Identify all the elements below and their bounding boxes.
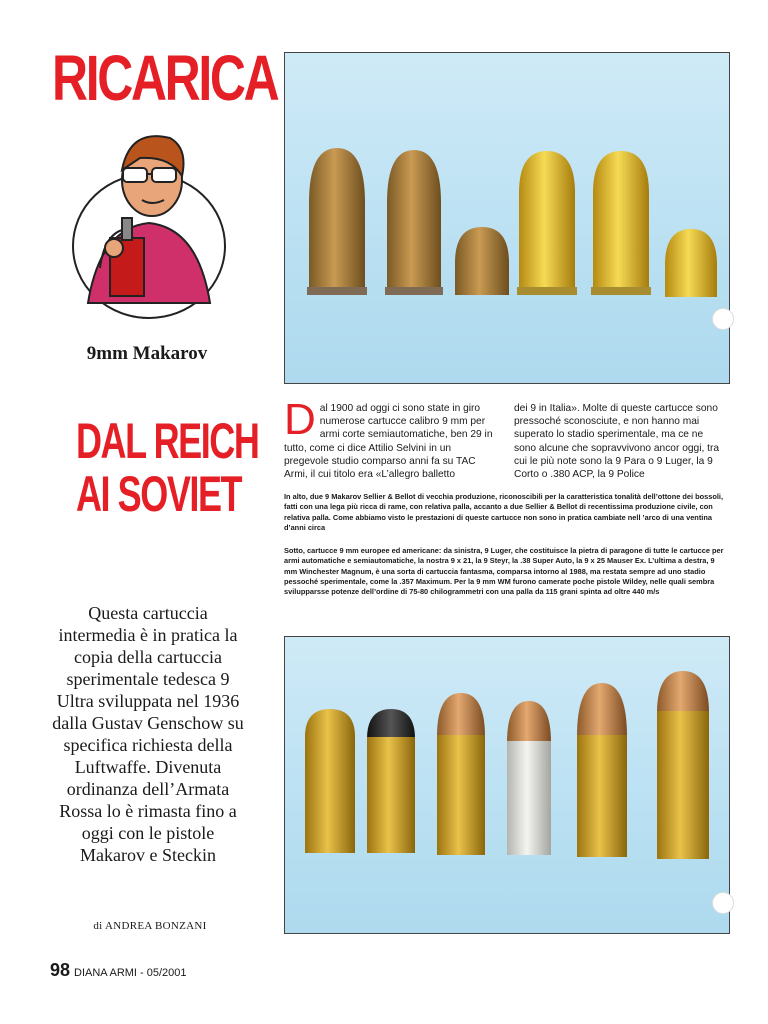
section-title: RICARICA xyxy=(52,42,278,114)
binder-hole xyxy=(712,892,734,914)
cartridge-9-luger xyxy=(305,709,355,853)
caption-bottom-photo: Sotto, cartucce 9 mm europee ed americane: da sinistra, 9 Luger, che costituisce la pietra di paragone di tutte le cartucce per armi automatiche e semiautomatiche, la nostra 9 x 21, la 9 Steyr, la .38 Super Auto, la 9 x 25 Mauser Ex. L’ultima a destra, 9 mm Winchester Magnum, è una sorta di cartuccia fantasma, comparsa intorno al 1988, ma restata sempre ad uno stadio pessoché sperimentale, come la .357 Maximum. Per la 9 mm WM furono camerate poche pistole Wildey, nelle quali sembra svilupparsse potenze dell’ordine di 75-80 chilogrammetri con una palla da 115 grani spinta ad oltre 440 m/s xyxy=(284,546,724,597)
reloader-mascot-illustration xyxy=(70,118,228,323)
photo-9mm-comparison xyxy=(284,636,730,934)
cartridge-old-1 xyxy=(307,148,367,295)
dropcap: D xyxy=(284,395,316,444)
binder-hole xyxy=(712,308,734,330)
bullet-new xyxy=(665,229,717,297)
headline-line-2: AI SOVIET xyxy=(76,466,242,522)
cartridge-new-2 xyxy=(591,151,651,295)
body-column-1 xyxy=(284,395,494,481)
cartridge-9-steyr xyxy=(437,693,485,855)
cartridge-9x21 xyxy=(367,709,415,853)
caption-top-photo: In alto, due 9 Makarov Sellier & Bellot di vecchia produzione, riconoscibili per la caratteristica tonalità dell’ottone dei bossoli, fatti con una lega più ricca di rame, con relativa palla, accanto a due Sellier & Bellot di recentissima produzione civile, con relativa palla. Come abbiamo visto le prestazioni di queste cartucce non sono in pratica cambiate nell ’arco di una ventina d’anni circa xyxy=(284,492,724,532)
page-number: 98 xyxy=(50,960,71,980)
page-footer xyxy=(50,960,187,981)
headline xyxy=(76,413,259,522)
standfirst: Questa cartuccia intermedia è in pratica la copia della cartuccia sperimentale tedesca 9 Ultra sviluppata nel 1936 dalla Gustav Genschow su specifica richiesta della Luftwaffe. Divenuta ordinanza dell’Armata Rossa lo è rimasta fino a oggi con le pistole Makarov e Steckin xyxy=(52,603,244,865)
bullet-old xyxy=(455,227,509,295)
magazine-issue: DIANA ARMI - 05/2001 xyxy=(74,967,187,979)
byline: di ANDREA BONZANI xyxy=(93,920,207,932)
cartridge-new-1 xyxy=(517,151,577,295)
body-column-2: dei 9 in Italia». Molte di queste cartucce sono pressoché sconosciute, e non hanno mai superato lo stadio sperimentale, ma ce ne sono alcune che sopravvivono ancor oggi, tra cui le più note sono la 9 Para o 9 Luger, la 9 Corto o .380 ACP, la 9 Police xyxy=(514,403,720,481)
body-column-1-text: al 1900 ad oggi ci sono state in giro numerose cartucce calibro 9 mm per armi corte semiautomatiche, ben 29 in tutto, come ci dice Attilio Selvini in un pregevole studio comparso anni fa su TAC Armi, il cui titolo era «L’allegro balletto xyxy=(284,403,493,481)
article-subject: 9mm Makarov xyxy=(86,343,208,364)
photo-makarov-cartridges xyxy=(284,52,730,384)
cartridge-38-super-auto xyxy=(507,701,551,855)
cartridge-9mm-winchester-magnum xyxy=(657,671,709,859)
headline-line-1: DAL REICH xyxy=(76,413,259,469)
cartridge-9x25-mauser xyxy=(577,683,627,857)
cartridge-old-2 xyxy=(385,150,443,295)
